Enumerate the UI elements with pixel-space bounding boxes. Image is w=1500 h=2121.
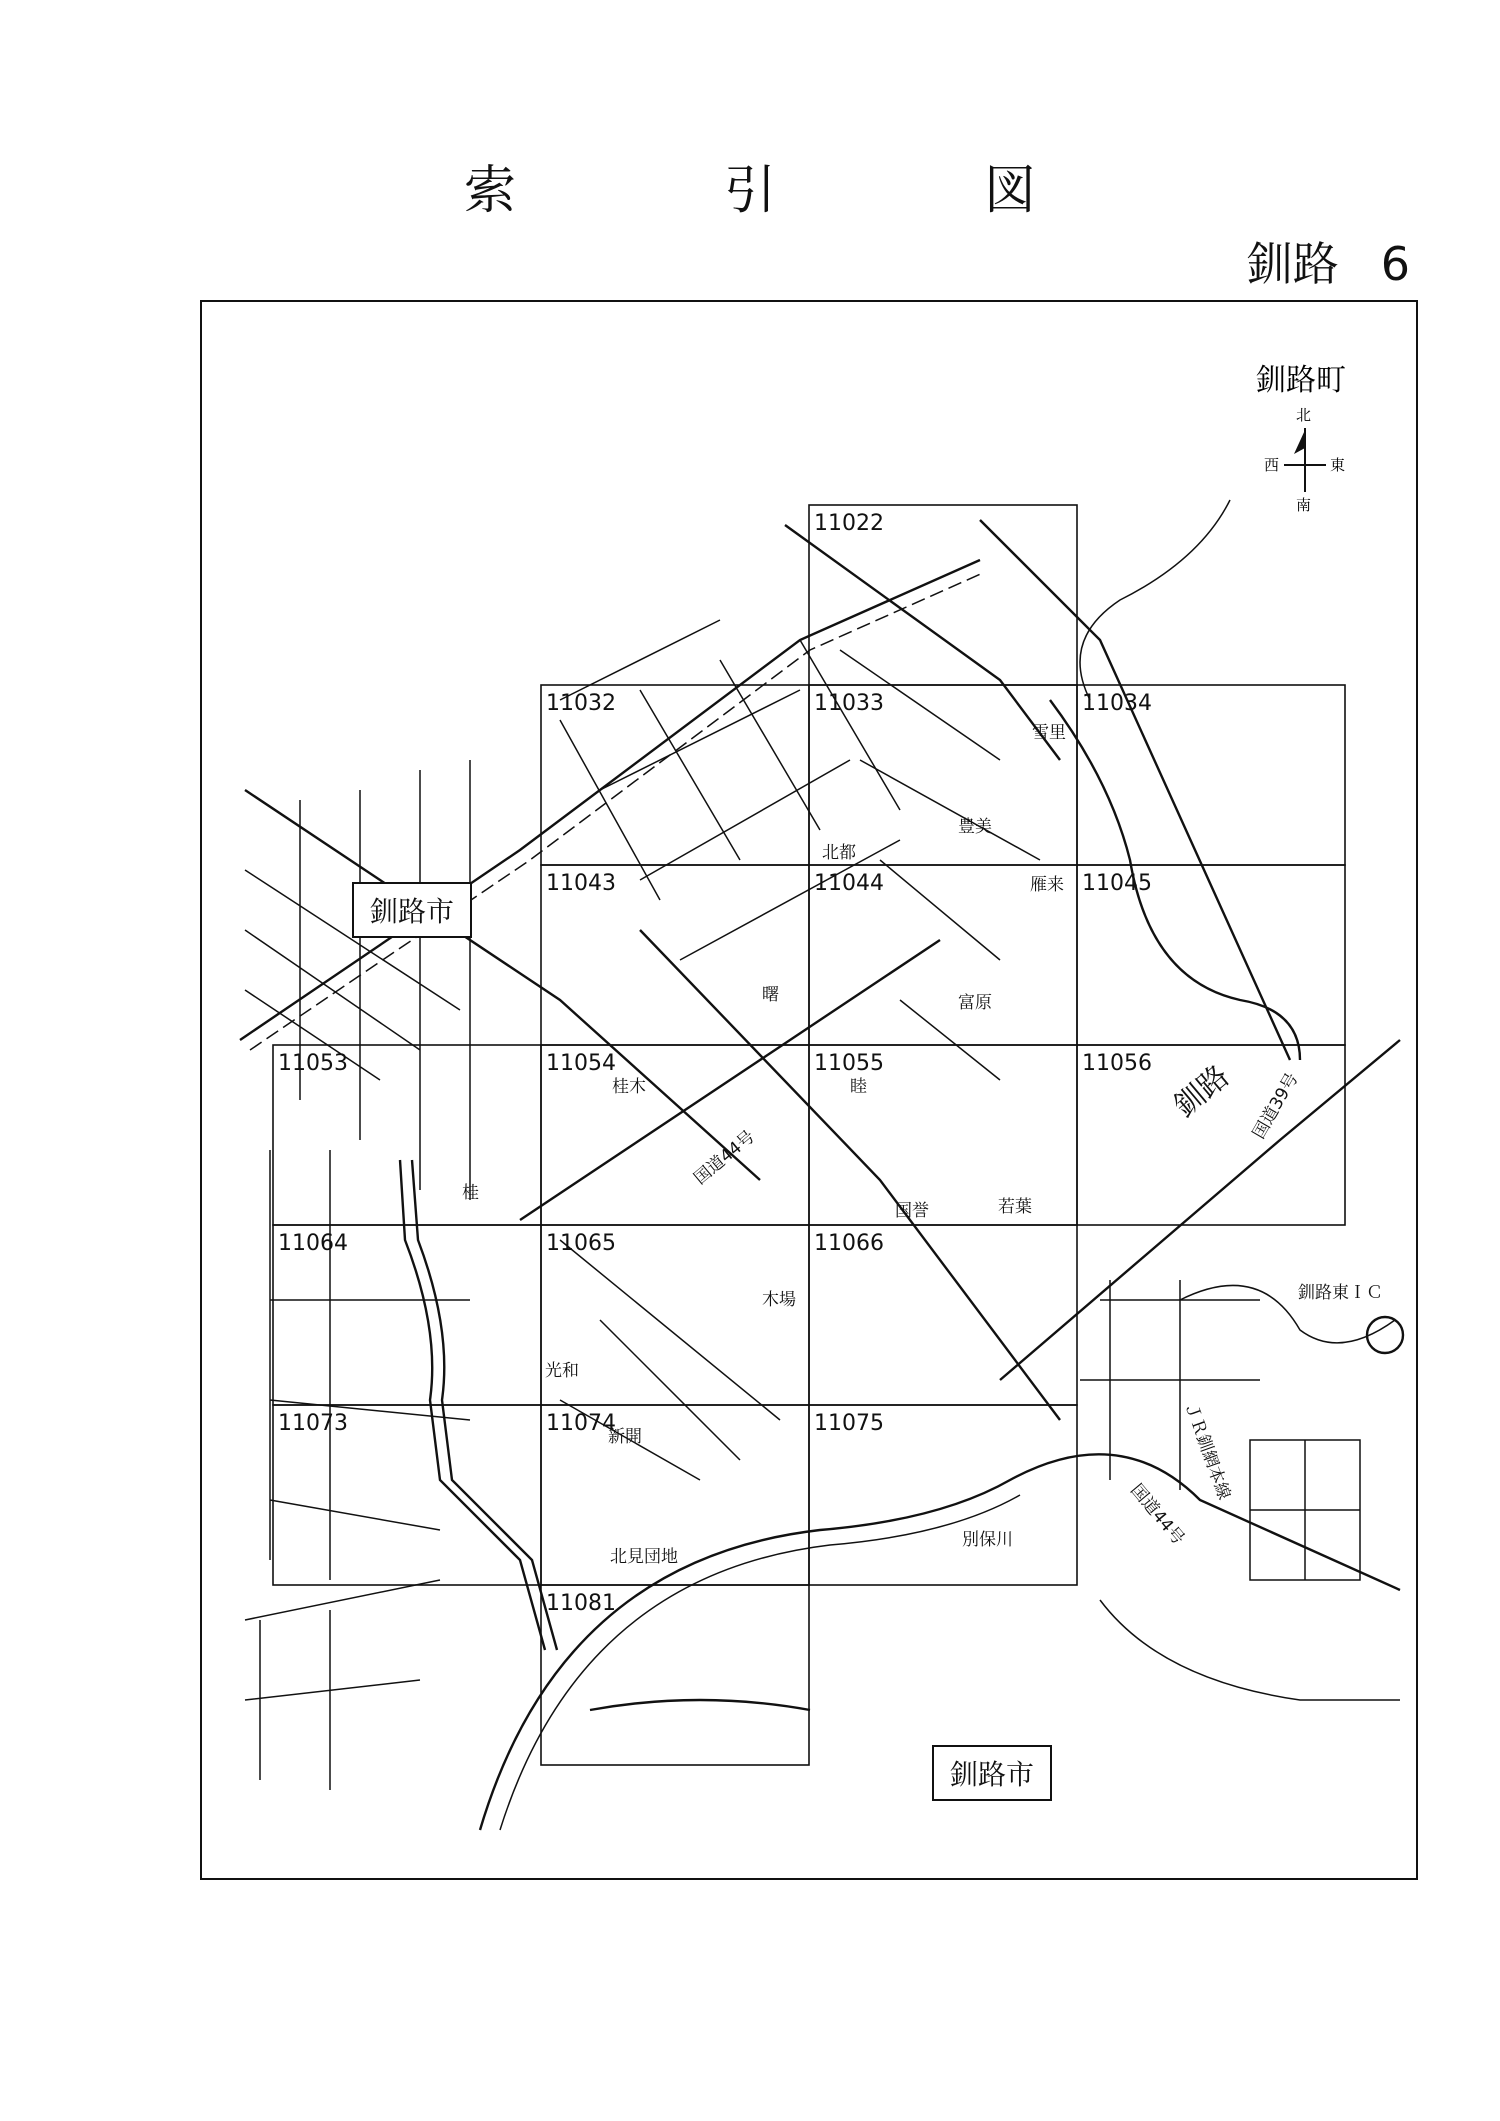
place-label: 別保川 (962, 1530, 1013, 1550)
grid-cell[interactable] (273, 1045, 541, 1225)
svg-text:11064: 11064 (278, 1231, 348, 1256)
compass-arrow-icon (1294, 430, 1305, 454)
place-label: 若葉 (998, 1197, 1032, 1217)
svg-text:11053: 11053 (278, 1051, 348, 1076)
city-label: 釧路市 (932, 1745, 1052, 1801)
place-label: 新開 (608, 1427, 642, 1447)
svg-text:11033: 11033 (814, 691, 884, 716)
grid-cell[interactable] (809, 1405, 1077, 1585)
grid-cell[interactable] (541, 1045, 809, 1225)
svg-text:11074: 11074 (546, 1411, 616, 1436)
place-label: 桂 (462, 1183, 479, 1203)
grid-cell[interactable] (1077, 865, 1345, 1045)
index-grid (273, 505, 1345, 1765)
town-label: 釧路町 (1256, 363, 1346, 398)
grid-cell[interactable] (541, 685, 809, 865)
place-label: 光和 (545, 1361, 579, 1381)
grid-cell[interactable] (809, 1225, 1077, 1405)
place-label: 豊美 (958, 817, 992, 837)
svg-text:11073: 11073 (278, 1411, 348, 1436)
place-label: 富原 (958, 993, 992, 1013)
place-label: 釧路 (1167, 1058, 1237, 1125)
svg-text:11043: 11043 (546, 871, 616, 896)
compass-east: 東 (1330, 456, 1346, 474)
place-label: 雁来 (1030, 875, 1064, 895)
svg-text:11066: 11066 (814, 1231, 884, 1256)
city-label: 釧路市 (352, 882, 472, 938)
svg-text:11022: 11022 (814, 511, 884, 536)
svg-text:11044: 11044 (814, 871, 884, 896)
compass-south: 南 (1296, 496, 1312, 514)
place-label: 曙 (762, 985, 779, 1005)
svg-text:11045: 11045 (1082, 871, 1152, 896)
compass-rose (1256, 363, 1346, 514)
place-label: ＪＲ釧網本線 (1180, 1399, 1234, 1503)
place-label: 釧路東ＩＣ (1298, 1283, 1383, 1303)
page-title: 索 引 図 (463, 161, 1114, 221)
grid-cell[interactable] (541, 1225, 809, 1405)
grid-cell[interactable] (541, 1585, 809, 1765)
grid-cell[interactable] (1077, 685, 1345, 865)
grid-cell[interactable] (273, 1405, 541, 1585)
place-label: 国道39号 (1249, 1069, 1303, 1143)
place-label: 雪里 (1032, 723, 1066, 743)
svg-text:11054: 11054 (546, 1051, 616, 1076)
place-label: 北都 (822, 843, 856, 863)
place-label: 国誉 (895, 1201, 929, 1221)
svg-text:11075: 11075 (814, 1411, 884, 1436)
place-label: 桂木 (612, 1077, 646, 1097)
place-labels (462, 723, 1383, 1567)
place-label: 国道44号 (690, 1126, 759, 1189)
svg-text:11032: 11032 (546, 691, 616, 716)
grid-cell[interactable] (809, 505, 1077, 685)
place-label: 木場 (762, 1290, 796, 1310)
sheet-name: 釧路 (1246, 237, 1339, 291)
place-label: 国道44号 (1126, 1480, 1189, 1549)
svg-text:11056: 11056 (1082, 1051, 1152, 1076)
svg-text:11034: 11034 (1082, 691, 1152, 716)
svg-text:11055: 11055 (814, 1051, 884, 1076)
compass-west: 西 (1264, 456, 1280, 474)
compass-north: 北 (1296, 406, 1312, 424)
grid-cell[interactable] (809, 685, 1077, 865)
svg-text:11065: 11065 (546, 1231, 616, 1256)
grid-cell[interactable] (273, 1225, 541, 1405)
sheet-number: 6 (1380, 237, 1410, 291)
grid-cell[interactable] (809, 1045, 1077, 1225)
place-label: 北見団地 (610, 1547, 678, 1567)
svg-text:11081: 11081 (546, 1591, 616, 1616)
place-label: 睦 (850, 1077, 867, 1097)
